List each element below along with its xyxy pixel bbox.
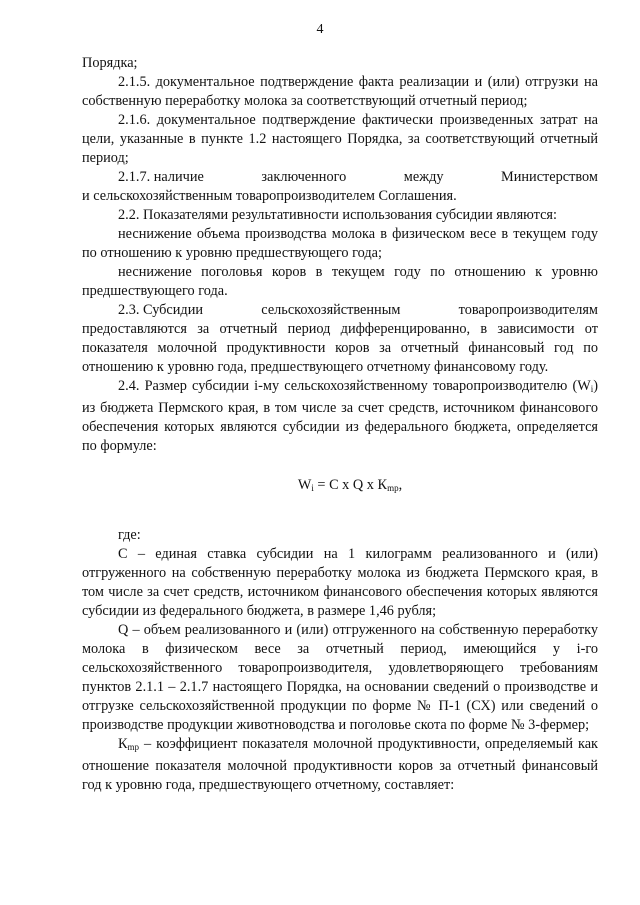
word: 2.1.7. наличие: [118, 169, 204, 185]
paragraph-2-1-6: 2.1.6. документальное подтверждение фактически произведенных затрат на цели, указанные в пункте 1.2 настоящего Порядка, за соответствующий отчетный период;: [82, 112, 598, 166]
subscript: mp: [387, 483, 399, 493]
paragraph-2-1-7-line2: и сельскохозяйственным товаропроизводителем Соглашения.: [82, 188, 457, 204]
word: между: [403, 169, 444, 185]
word: 2.3. Субсидии: [118, 302, 204, 318]
formula-body: = С х Q х К: [313, 477, 388, 493]
paragraph-indicator-cows: неснижение поголовья коров в текущем году по отношению к уровню предшествующего года.: [82, 264, 598, 299]
word: сельскохозяйственным: [261, 302, 401, 318]
document-body: [82, 54, 598, 795]
subscript: i: [590, 384, 594, 394]
subscript: i: [311, 483, 314, 493]
word: заключенного: [261, 169, 347, 185]
definition-q: Q – объем реализованного и (или) отгруженного на собственную переработку молока в физическом весе за отчетный период, имеющийся у i-го сельскохозяйственного товаропроизводителя, удовлетворяющего требованиям пунктов 2.1.1 – 2.1.7 настоящего Порядка, на основании сведений о производстве и отгрузке сельскохозяйственной продукции по форме № П-1 (СХ) или сведений о производстве продукции животноводства и поголовье скота по форме № 3-фермер;: [82, 622, 598, 733]
paragraph-continuation: Порядка;: [82, 55, 138, 71]
text: ) из бюджета Пермского края, в том числе за счет средств, источником финансового обеспечения которых являются субсидии из федерального бюджета, определяется по формуле:: [82, 378, 598, 454]
text: 2.4. Размер субсидии i-му сельскохозяйственному товаропроизводителю (W: [118, 378, 591, 394]
formula-end: ,: [398, 477, 403, 493]
formula: [82, 476, 598, 498]
text: – коэффициент показателя молочной продуктивности, определяемый как отношение показателя молочной продуктивности коров за отчетный финансовый год к уровню года, предшествующего отчетному, составляет:: [82, 736, 598, 793]
paragraph-2-2: 2.2. Показателями результативности использования субсидии являются:: [118, 207, 557, 223]
text: К: [118, 736, 128, 752]
paragraph-2-3-line1: [82, 301, 598, 320]
subscript: mp: [127, 742, 140, 752]
where-label: где:: [118, 527, 141, 543]
paragraph-2-1-5: 2.1.5. документальное подтверждение факта реализации и (или) отгрузки на собственную переработку молока за соответствующий отчетный период;: [82, 74, 598, 109]
definition-kmp: [82, 735, 598, 795]
page-number: 4: [316, 22, 324, 37]
paragraph-2-3-rest: предоставляются за отчетный период дифференцированно, в зависимости от показателя молочной продуктивности коров за отчетный финансовый год по отношению к уровню года, предшествующего отчетному финансовому году.: [82, 321, 598, 375]
word: Министерством: [501, 169, 598, 185]
formula-w: W: [297, 477, 312, 493]
paragraph-2-1-7-line1: [82, 168, 598, 187]
paragraph-indicator-milk: неснижение объема производства молока в физическом весе в текущем году по отношению к уровню предшествующего года;: [82, 226, 598, 261]
definition-c: С – единая ставка субсидии на 1 килограмм реализованного и (или) отгруженного на собственную переработку молока из бюджета Пермского края, в том числе за счет средств, источником финансового обеспечения которых являются субсидии из федерального бюджета, в размере 1,46 рубля;: [82, 546, 598, 619]
paragraph-2-4: [82, 377, 598, 456]
word: товаропроизводителям: [458, 302, 598, 318]
